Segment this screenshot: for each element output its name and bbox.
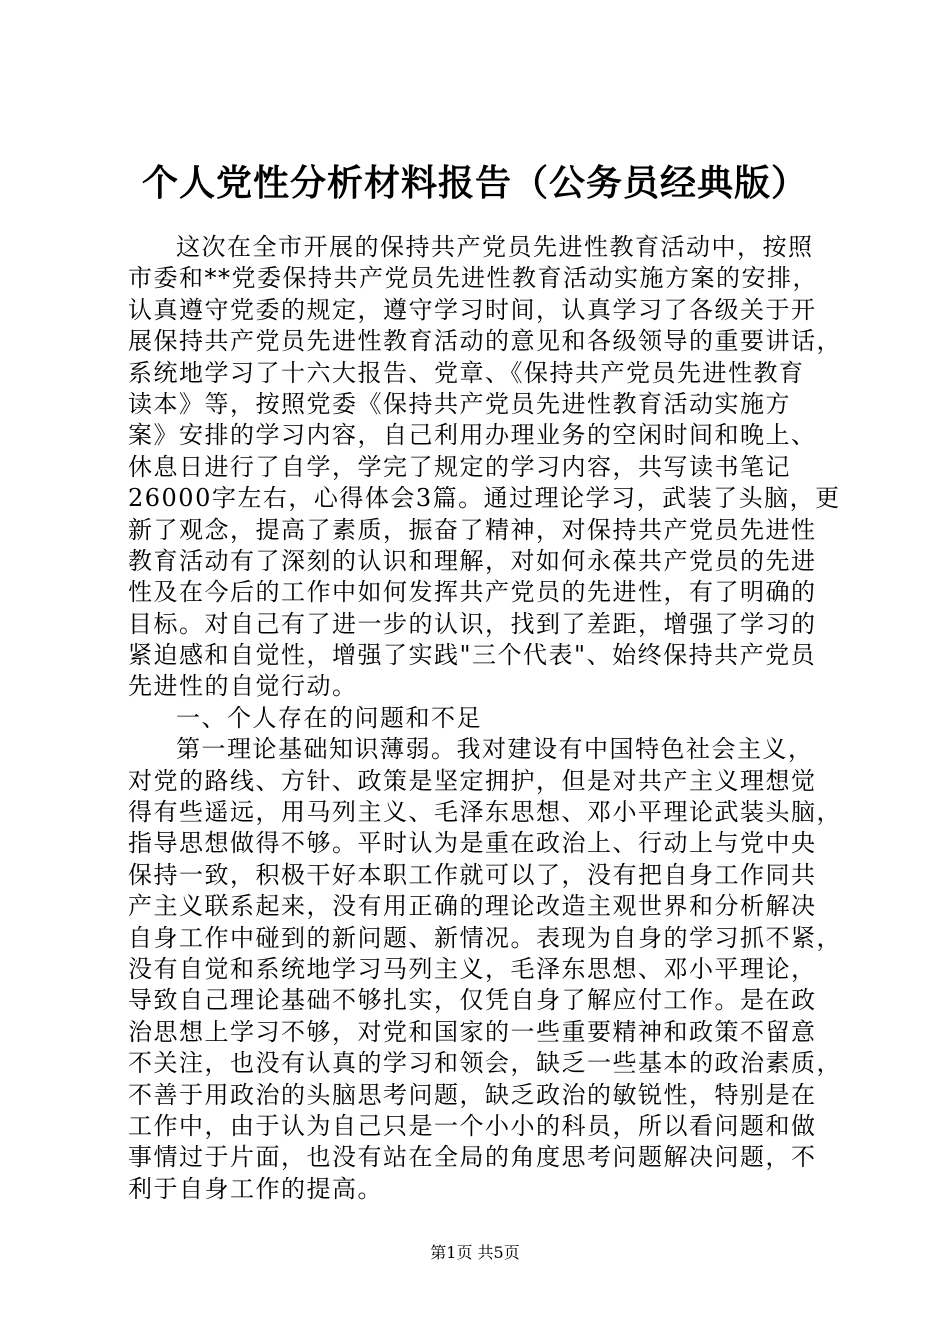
body-line: 认真遵守党委的规定，遵守学习时间，认真学习了各级关于开 bbox=[128, 295, 817, 324]
body-line: 26000字左右，心得体会3篇。通过理论学习，武装了头脑，更 bbox=[128, 484, 841, 513]
body-line: 治思想上学习不够，对党和国家的一些重要精神和政策不留意 bbox=[128, 1017, 817, 1046]
body-line: 事情过于片面，也没有站在全局的角度思考问题解决问题，不 bbox=[128, 1143, 817, 1172]
body-line: 第一理论基础知识薄弱。我对建设有中国特色社会主义， bbox=[176, 735, 814, 764]
body-line: 读本》等，按照党委《保持共产党员先进性教育活动实施方 bbox=[128, 389, 791, 418]
body-line: 产主义联系起来，没有用正确的理论改造主观世界和分析解决 bbox=[128, 892, 817, 921]
body-line: 不关注，也没有认真的学习和领会，缺乏一些基本的政治素质， bbox=[128, 1049, 842, 1078]
body-line: 先进性的自觉行动。 bbox=[128, 672, 358, 701]
body-line: 展保持共产党员先进性教育活动的意见和各级领导的重要讲话， bbox=[128, 327, 842, 356]
body-line: 得有些遥远，用马列主义、毛泽东思想、邓小平理论武装头脑， bbox=[128, 798, 842, 827]
body-line: 利于自身工作的提高。 bbox=[128, 1174, 383, 1203]
body-line: 案》安排的学习内容，自己利用办理业务的空闲时间和晚上、 bbox=[128, 421, 817, 450]
body-line: 休息日进行了自学，学完了规定的学习内容，共写读书笔记 bbox=[128, 452, 791, 481]
body-line: 工作中，由于认为自己只是一个小小的科员，所以看问题和做 bbox=[128, 1111, 817, 1140]
body-line: 系统地学习了十六大报告、党章、《保持共产党员先进性教育 bbox=[128, 358, 805, 387]
page-footer: 第1页 共5页 bbox=[430, 1243, 520, 1262]
body-line: 对党的路线、方针、政策是坚定拥护，但是对共产主义理想觉 bbox=[128, 766, 817, 795]
body-line: 性及在今后的工作中如何发挥共产党员的先进性，有了明确的 bbox=[128, 578, 817, 607]
body-line: 新了观念，提高了素质，振奋了精神，对保持共产党员先进性 bbox=[128, 515, 817, 544]
body-line: 不善于用政治的头脑思考问题，缺乏政治的敏锐性，特别是在 bbox=[128, 1080, 817, 1109]
body-line: 紧迫感和自觉性，增强了实践"三个代表"、始终保持共产党员 bbox=[128, 641, 817, 670]
body-line: 这次在全市开展的保持共产党员先进性教育活动中，按照 bbox=[176, 233, 814, 261]
body-line: 指导思想做得不够。平时认为是重在政治上、行动上与党中央 bbox=[128, 829, 817, 858]
body-line: 自身工作中碰到的新问题、新情况。表现为自身的学习抓不紧， bbox=[128, 923, 842, 952]
body-line: 市委和**党委保持共产党员先进性教育活动实施方案的安排， bbox=[128, 264, 818, 293]
document-body bbox=[128, 232, 842, 1205]
body-line: 没有自觉和系统地学习马列主义，毛泽东思想、邓小平理论， bbox=[128, 954, 817, 983]
body-line: 教育活动有了深刻的认识和理解，对如何永葆共产党员的先进 bbox=[128, 546, 817, 575]
document-title: 个人党性分析材料报告（公务员经典版） bbox=[141, 163, 808, 204]
body-line: 目标。对自己有了进一步的认识，找到了差距，增强了学习的 bbox=[128, 609, 817, 638]
body-line: 导致自己理论基础不够扎实，仅凭自身了解应付工作。是在政 bbox=[128, 986, 817, 1015]
section-heading: 一、个人存在的问题和不足 bbox=[176, 703, 482, 732]
body-line: 保持一致，积极干好本职工作就可以了，没有把自身工作同共 bbox=[128, 860, 817, 889]
